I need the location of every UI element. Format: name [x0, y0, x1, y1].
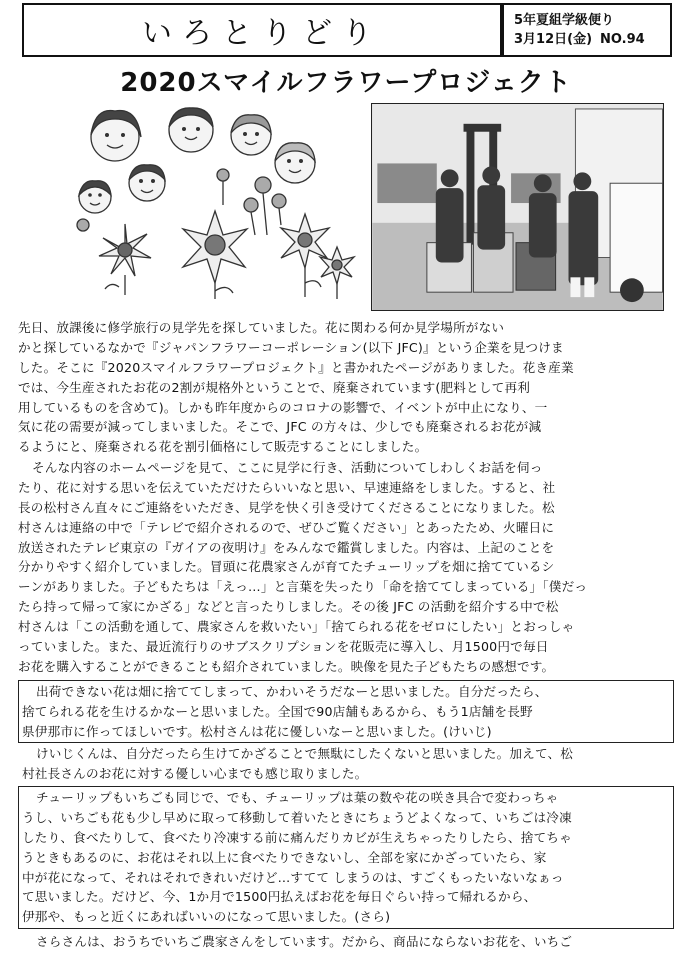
quote-sara-text — [22, 788, 682, 927]
text-line: っていました。また、最近流行りのサブスクリプションを花販売に導入し、月1500円で毎日 — [18, 639, 549, 655]
text-line: 分かりやすく紹介していました。冒頭に花農家さんが育てたチューリップを畑に捨てているシ — [18, 559, 555, 575]
text-line: さらさんは、おうちでいちご農家さんをしています。だから、商品にならないお花を、いちご — [36, 934, 573, 949]
text-line: たら持って帰って家にかざる」などと言ったりしました。その後 JFC の活動を紹介する中で松 — [18, 599, 559, 615]
text-line: たり、花に対する思いを伝えていただけたらいいなと思い、早速連絡をしました。すると、社 — [18, 479, 556, 495]
text-line: では、今生産されたお花の2割が規格外ということで、廃棄されています(肥料として再利 — [18, 379, 531, 395]
text-line: そんな内容のホームページを見て、ここに見学に行き、活動についてしわしくお話を伺っ — [32, 460, 543, 475]
issue-date: 3月12日(金) — [514, 32, 593, 47]
text-line: うし、いちごも花も少し早めに取って移動して着いたときにちょうどよくなって、いちごは冷凍 — [22, 809, 572, 825]
issue-info — [502, 3, 672, 57]
teacher-comment-keiji — [22, 744, 682, 784]
text-line: 放送されたテレビ東京の『ガイアの夜明け』をみんなで鑑賞しました。内容は、上記のことを — [18, 539, 555, 555]
text-line: るようにと、廃棄される花を割引価格にして販売することにしました。 — [18, 439, 428, 455]
text-line: 村社長さんのお花に対する優しい心までも感じ取りました。 — [22, 765, 368, 781]
text-line: 捨てられる花を生けるかなーと思いました。全国で90店舗もあるから、もう1店舗を長野 — [22, 703, 533, 719]
text-line: した。そこに『2020スマイルフラワープロジェクト』と書かれたページがありました。花き産業 — [18, 359, 574, 375]
text-line: 村さんは連絡の中で「テレビで紹介されるので、ぜひご覧ください」とあったため、火曜日に — [18, 519, 555, 535]
text-line: けいじくんは、自分だったら生けてかざることで無駄にしたくないと思いました。加えて、松 — [36, 746, 574, 761]
quote-keiji-text — [22, 682, 682, 742]
text-line: うときもあるのに、お花はそれ以上に食べたりできないし、全部を家にかざっていたら、家 — [22, 849, 547, 865]
text-line: 県伊那市に作ってほしいです。松村さんは花に優しいなーと思いました。(けいじ) — [22, 723, 492, 739]
text-line: 気に花の需要が減ってしまいました。そこで、JFC の方々は、少しでも廃棄されるお花が減 — [18, 419, 542, 435]
newsletter-title: いろとりどり — [22, 3, 502, 57]
staff-photo — [371, 103, 664, 311]
text-line: 出荷できない花は畑に捨ててしまって、かわいそうだなーと思いました。自分だったら、 — [36, 684, 548, 699]
text-line: 長の松村さん直々にご連絡をいただき、見学を快く引き受けてくださることになりました。松 — [18, 499, 555, 515]
class-name: 5年夏組学級便り — [514, 13, 615, 28]
family-flowers-illustration — [55, 105, 365, 300]
article-headline: 2020スマイルフラワープロジェクト — [120, 68, 572, 98]
text-line: 村さんは「この活動を通して、農家さんを救いたい」「捨てられる花をゼロにしたい」とおっしゃ — [18, 619, 575, 635]
paragraph-intro — [18, 318, 678, 457]
text-line: したり、食べたりして、食べたり冷凍する前に痛んだりカビが生えちゃったりしたら、捨てちゃ — [22, 829, 572, 845]
text-line: 用しているものを含めて)。しかも昨年度からのコロナの影響で、イベントが中止になり、一 — [18, 399, 548, 415]
text-line: チューリップもいちごも同じで、でも、チューリップは葉の数や花の咲き具合で変わっちゃ — [36, 790, 559, 805]
text-line: て思いました。だけど、今、1か月で1500円払えばお花を毎日ぐらい持って帰れるから、 — [22, 889, 537, 905]
teacher-comment-sara — [22, 932, 682, 952]
issue-date-line — [514, 30, 670, 49]
text-line: 先日、放課後に修学旅行の見学先を探していました。花に関わる何か見学場所がない — [18, 320, 505, 335]
text-line: かと探しているなかで『ジャパンフラワーコーポレーション(以下 JFC)』という企業を見つけま — [18, 339, 564, 355]
text-line: ーンがありました。子どもたちは「えっ…」と言葉を失ったり「命を捨ててしまっている」「僕だっ — [18, 579, 588, 595]
text-line: お花を購入することができることも紹介されていました。映像を見た子どもたちの感想です。 — [18, 658, 555, 674]
issue-number: NO.94 — [600, 32, 645, 47]
text-line: 中が花になって、それはそれできれいだけど…すてて しまうのは、すごくもったいないなぁっ — [22, 869, 564, 885]
text-line: 伊那や、もっと近くにあればいいのになって思いました。(さら) — [22, 909, 391, 925]
paragraph-visit — [18, 458, 678, 677]
